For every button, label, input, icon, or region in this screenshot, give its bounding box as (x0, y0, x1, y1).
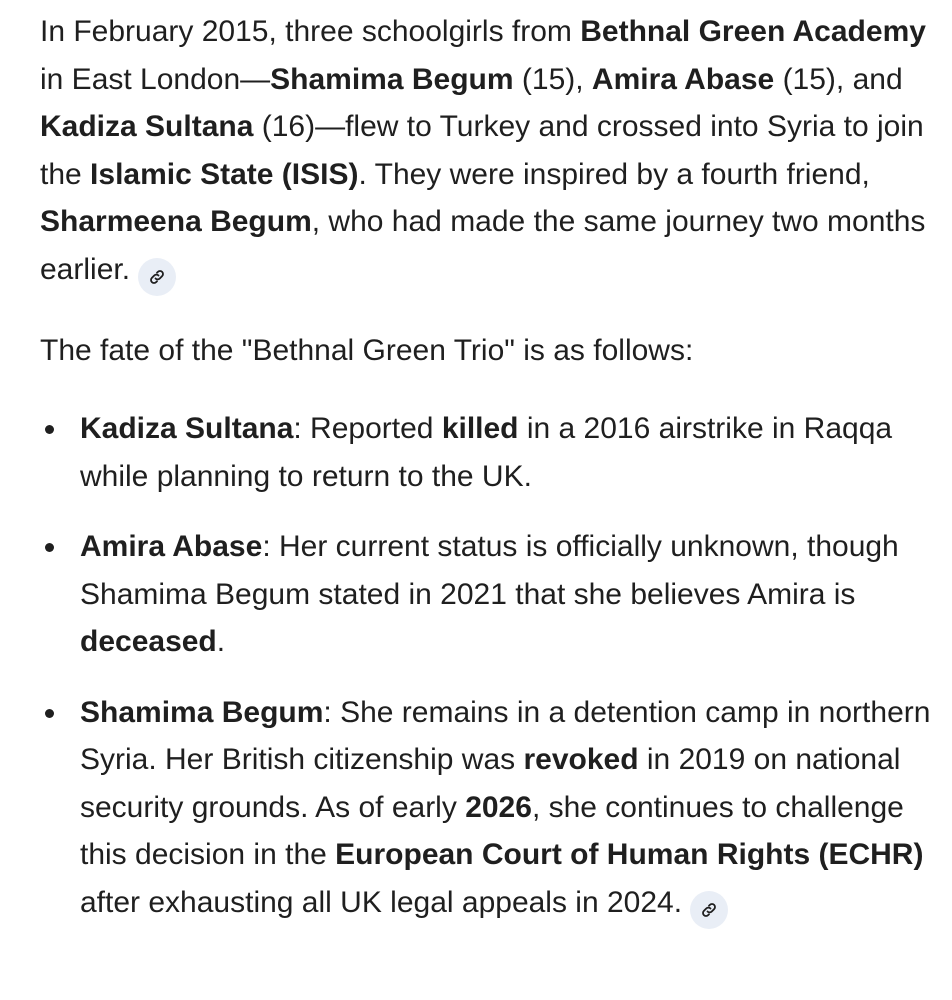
item-name: Amira Abase (80, 530, 263, 563)
organization-name: Islamic State (ISIS) (90, 157, 359, 191)
intro-text: (15), (513, 62, 592, 96)
fate-list (40, 405, 940, 929)
item-keyword: European Court of Human Rights (ECHR) (335, 838, 924, 871)
item-text: in a 2016 airstrike in Raqqa while planning to return to the UK. (80, 412, 893, 493)
lead-sentence: The fate of the "Bethnal Green Trio" is as follows: (40, 333, 694, 367)
item-text: after exhausting all UK legal appeals in 2024. (80, 885, 683, 919)
citation-chip[interactable] (690, 891, 728, 929)
school-name: Bethnal Green Academy (580, 15, 926, 48)
person-name-sharmeena: Sharmeena Begum (40, 205, 312, 238)
intro-text: In February 2015, three schoolgirls from (40, 15, 581, 48)
person-name-shamima: Shamima Begum (270, 62, 514, 96)
item-keyword: revoked (523, 743, 639, 776)
item-text: : Reported (293, 412, 442, 445)
person-name-amira: Amira Abase (591, 62, 775, 96)
response-content (40, 8, 940, 952)
link-icon (700, 901, 718, 919)
item-text: : She remains in a detention camp in northern Syria. Her British citizenship was (80, 695, 931, 776)
link-icon (148, 268, 166, 286)
person-name-kadiza: Kadiza Sultana (40, 110, 254, 143)
item-name: Kadiza Sultana (80, 412, 294, 445)
item-text: in 2019 on national security grounds. As of early (80, 743, 901, 824)
item-text: : Her current status is officially unknown, though Shamima Begum stated in 2021 that she believes Amira is (80, 530, 899, 611)
item-text: . (216, 625, 226, 658)
item-keyword: deceased (80, 625, 217, 658)
citation-chip[interactable] (138, 258, 176, 296)
list-item (40, 405, 940, 500)
item-keyword: killed (441, 412, 519, 445)
item-text: , she continues to challenge this decision in the (80, 790, 904, 871)
item-name: Shamima Begum (80, 695, 324, 729)
intro-text: . They were inspired by a fourth friend, (358, 157, 870, 191)
list-item (40, 689, 940, 929)
item-keyword: 2026 (465, 790, 532, 824)
intro-text: (15), and (774, 62, 903, 96)
intro-text: in East London— (40, 62, 271, 96)
intro-text: (16)—flew to Turkey and crossed into Syria to join the (40, 110, 924, 191)
intro-paragraph (40, 8, 940, 296)
list-item (40, 523, 940, 666)
intro-text: , who had made the same journey two months earlier. (40, 205, 926, 286)
